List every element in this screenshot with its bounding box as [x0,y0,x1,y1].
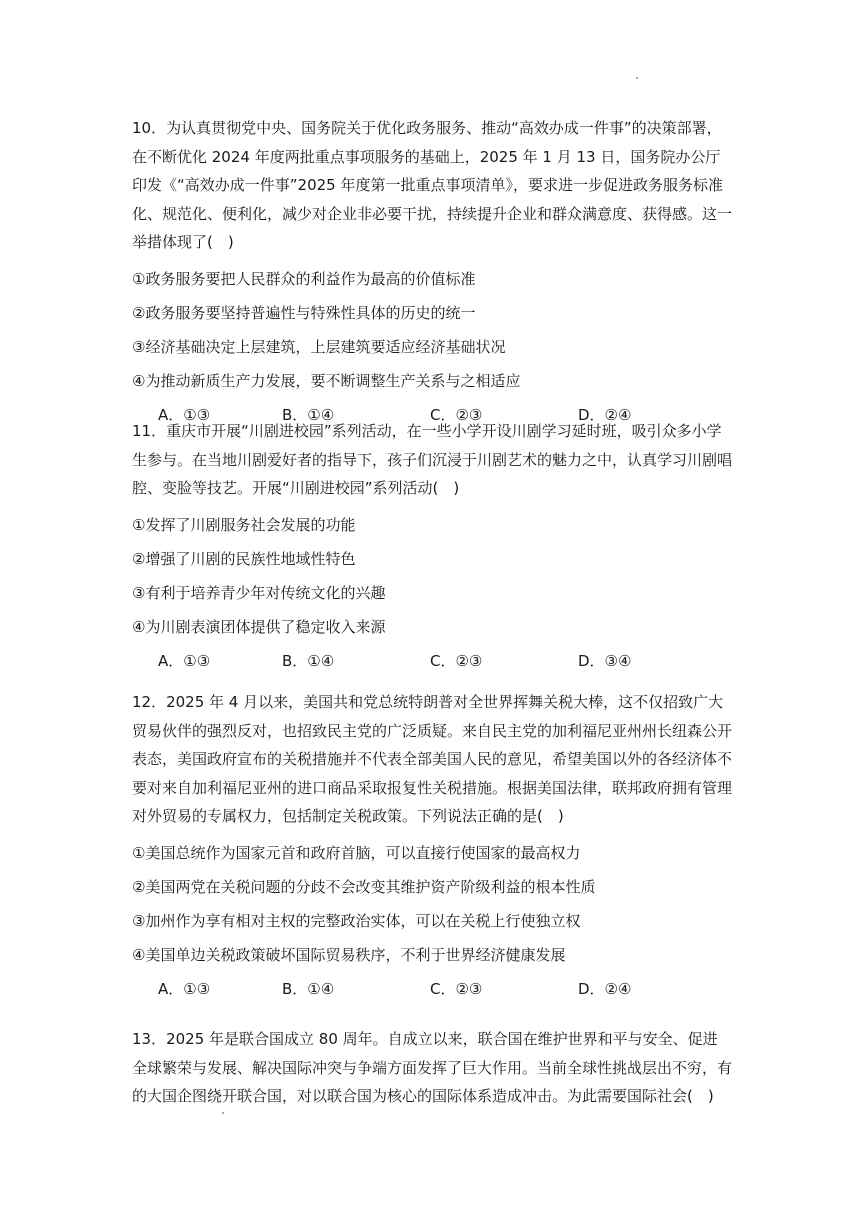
choice-b[interactable]: B．①④ [282,405,335,424]
statement-1: ①美国总统作为国家元首和政府首脑，可以直接行使国家的最高权力 [132,843,581,862]
choice-b[interactable]: B．①④ [282,651,335,670]
statement-3: ③加州作为享有相对主权的完整政治实体，可以在关税上行使独立权 [132,911,581,930]
page-mark [222,1112,224,1114]
question-13 [132,1025,732,1111]
question-stem: 12．2025 年 4 月以来，美国共和党总统特朗普对全世界挥舞关税大棒，这不仅招致广大贸易伙伴的强烈反对，也招致民主党的广泛质疑。来自民主党的加利福尼亚州州长纽森公开表态，美国政府宣布的关税措施并不代表全部美国人民的意见，希望美国以外的各经济体不要对来自加利福尼亚州的进口商品采取报复性关税措施。根据美国法律，联邦政府拥有管理对外贸易的专属权力，包括制定关税政策。下列说法正确的是( ) [132,693,733,825]
statement-3: ③有利于培养青少年对传统文化的兴趣 [132,583,386,602]
choice-a[interactable]: A．①③ [158,979,211,998]
choice-c[interactable]: C．②③ [430,979,483,998]
question-stem: 13．2025 年是联合国成立 80 周年。自成立以来，联合国在维护世界和平与安全、促进全球繁荣与发展、解决国际冲突与争端方面发挥了巨大作用。当前全球性挑战层出不穷，有的大国企图绕开联合国，对以联合国为核心的国际体系造成冲击。为此需要国际社会( ) [132,1030,733,1105]
answer-choices [132,644,732,678]
statement-3: ③经济基础决定上层建筑，上层建筑要适应经济基础状况 [132,337,506,356]
question-stem: 11．重庆市开展“川剧进校园”系列活动，在一些小学开设川剧学习延时班，吸引众多小学生参与。在当地川剧爱好者的指导下，孩子们沉浸于川剧艺术的魅力之中，认真学习川剧唱腔、变脸等技艺。开展“川剧进校园”系列活动( ) [132,422,733,497]
statement-2: ②美国两党在关税问题的分歧不会改变其维护资产阶级利益的根本性质 [132,877,596,896]
choice-a[interactable]: A．①③ [158,651,211,670]
statement-4: ④为推动新质生产力发展，要不断调整生产关系与之相适应 [132,371,521,390]
choice-a[interactable]: A．①③ [158,405,211,424]
statement-4: ④为川剧表演团体提供了稳定收入来源 [132,617,386,636]
statement-2: ②增强了川剧的民族性地域性特色 [132,549,356,568]
statement-4: ④美国单边关税政策破坏国际贸易秩序，不利于世界经济健康发展 [132,945,566,964]
choice-d[interactable]: D．②④ [578,979,632,998]
question-12 [132,688,732,1006]
question-11 [132,417,732,678]
choice-c[interactable]: C．②③ [430,651,483,670]
choice-b[interactable]: B．①④ [282,979,335,998]
question-stem: 10．为认真贯彻党中央、国务院关于优化政务服务、推动“高效办成一件事”的决策部署，在不断优化 2024 年度两批重点事项服务的基础上，2025 年 1 月 13 日，国务院办公厅印发《“高效办成一件事”2025 年度第一批重点事项清单》，要求进一步促进政务服务标准化、规范化、便利化，减少对企业非必要干扰，持续提升企业和群众满意度、获得感。这一举措体现了( ) [132,119,733,251]
page-mark [636,77,638,79]
choice-c[interactable]: C．②③ [430,405,483,424]
statement-1: ①发挥了川剧服务社会发展的功能 [132,515,356,534]
statement-2: ②政务服务要坚持普遍性与特殊性具体的历史的统一 [132,303,476,322]
answer-choices [132,972,732,1006]
choice-d[interactable]: D．②④ [578,405,632,424]
question-10 [132,114,732,432]
choice-d[interactable]: D．③④ [578,651,632,670]
statement-1: ①政务服务要把人民群众的利益作为最高的价值标准 [132,269,476,288]
